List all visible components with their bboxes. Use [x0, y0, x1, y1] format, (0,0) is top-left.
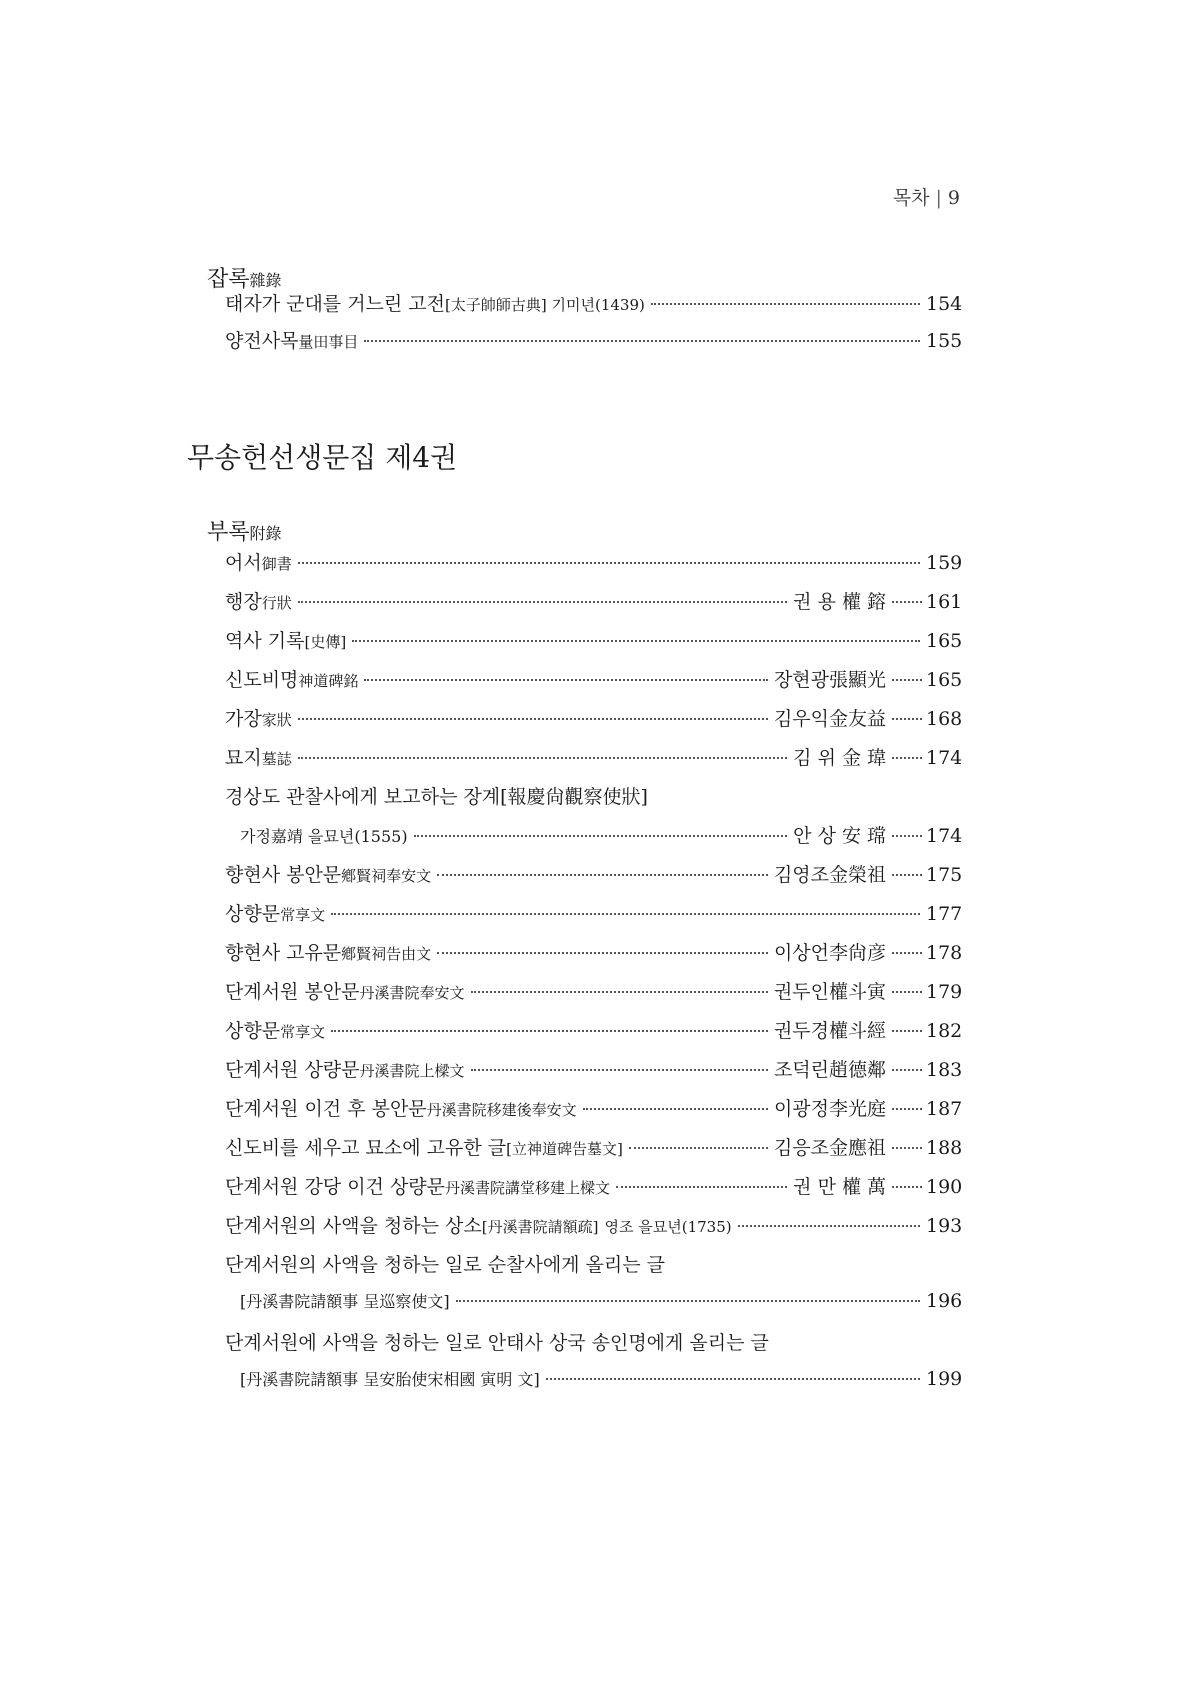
dot-leader: [364, 340, 920, 342]
toc-entry[interactable]: [丹溪書院請額事 呈巡察使文] 196: [240, 1290, 963, 1312]
toc-entry[interactable]: 어서御書 159: [225, 552, 963, 574]
toc-entry[interactable]: [丹溪書院請額事 呈安胎使宋相國 寅明 文] 199: [240, 1368, 963, 1390]
dot-leader: [414, 835, 788, 837]
toc-entry[interactable]: 향현사 봉안문鄕賢祠奉安文 김영조金榮祖 175: [225, 864, 963, 886]
toc-entry[interactable]: 신도비를 세우고 묘소에 고유한 글[立神道碑告墓文] 김응조金應祖 188: [225, 1137, 963, 1159]
dot-leader: [298, 718, 768, 720]
toc-entry[interactable]: 단계서원 이건 후 봉안문丹溪書院移建後奉安文 이광정李光庭 187: [225, 1098, 963, 1120]
toc-entry[interactable]: 묘지墓誌 김 위 金 瑋 174: [225, 747, 963, 769]
toc-entry[interactable]: 단계서원 상량문丹溪書院上樑文 조덕린趙德鄰 183: [225, 1059, 963, 1081]
toc-entry[interactable]: 향현사 고유문鄕賢祠告由文 이상언李尙彦 178: [225, 942, 963, 964]
toc-entry[interactable]: 신도비명神道碑銘 장현광張顯光 165: [225, 669, 963, 691]
toc-entry[interactable]: 상향문常享文 권두경權斗經 182: [225, 1020, 963, 1042]
dot-leader: [298, 601, 787, 603]
page-number: 9: [947, 187, 960, 209]
toc-entry[interactable]: 역사 기록[史傳] 165: [225, 630, 963, 652]
section-heading-burok: 부록附錄: [207, 520, 282, 545]
dot-leader: [364, 679, 768, 681]
toc-entry-heading[interactable]: 단계서원에 사액을 청하는 일로 안태사 상국 송인명에게 올리는 글: [225, 1332, 769, 1354]
toc-entry[interactable]: 가장家狀 김우익金友益 168: [225, 708, 963, 730]
entry-page: 155: [926, 330, 963, 352]
toc-entry[interactable]: 단계서원의 사액을 청하는 상소[丹溪書院請額疏] 영조 을묘년(1735) 193: [225, 1215, 963, 1237]
dot-leader: [298, 562, 920, 564]
toc-entry-heading[interactable]: 단계서원의 사액을 청하는 일로 순찰사에게 올리는 글: [225, 1254, 666, 1276]
dot-leader: [352, 640, 920, 642]
entry-author: 권 용 權 鎔: [793, 591, 886, 613]
toc-entry[interactable]: 양전사목量田事目 155: [225, 330, 963, 352]
toc-entry[interactable]: 상향문常享文 177: [225, 903, 963, 925]
dot-leader: [651, 303, 920, 305]
toc-entry-heading[interactable]: 경상도 관찰사에게 보고하는 장계[報慶尙觀察使狀]: [225, 786, 648, 808]
section-heading-japrok: 잡록雜錄: [207, 267, 282, 292]
volume-title: 무송헌선생문집 제4권: [187, 441, 458, 474]
toc-entry[interactable]: 가정嘉靖 을묘년(1555) 안 상 安 瑺 174: [240, 825, 963, 847]
header-title: 목차: [892, 187, 930, 209]
toc-entry[interactable]: 태자가 군대를 거느린 고전[太子帥師古典] 기미년(1439) 154: [225, 293, 963, 315]
dot-leader: [298, 757, 787, 759]
toc-entry[interactable]: 단계서원 강당 이건 상량문丹溪書院講堂移建上樑文 권 만 權 萬 190: [225, 1176, 963, 1198]
toc-entry[interactable]: 행장行狀 권 용 權 鎔 161: [225, 587, 962, 617]
entry-page: 154: [926, 293, 963, 315]
header-separator: |: [935, 187, 942, 209]
toc-entry[interactable]: 단계서원 봉안문丹溪書院奉安文 권두인權斗寅 179: [225, 981, 963, 1003]
